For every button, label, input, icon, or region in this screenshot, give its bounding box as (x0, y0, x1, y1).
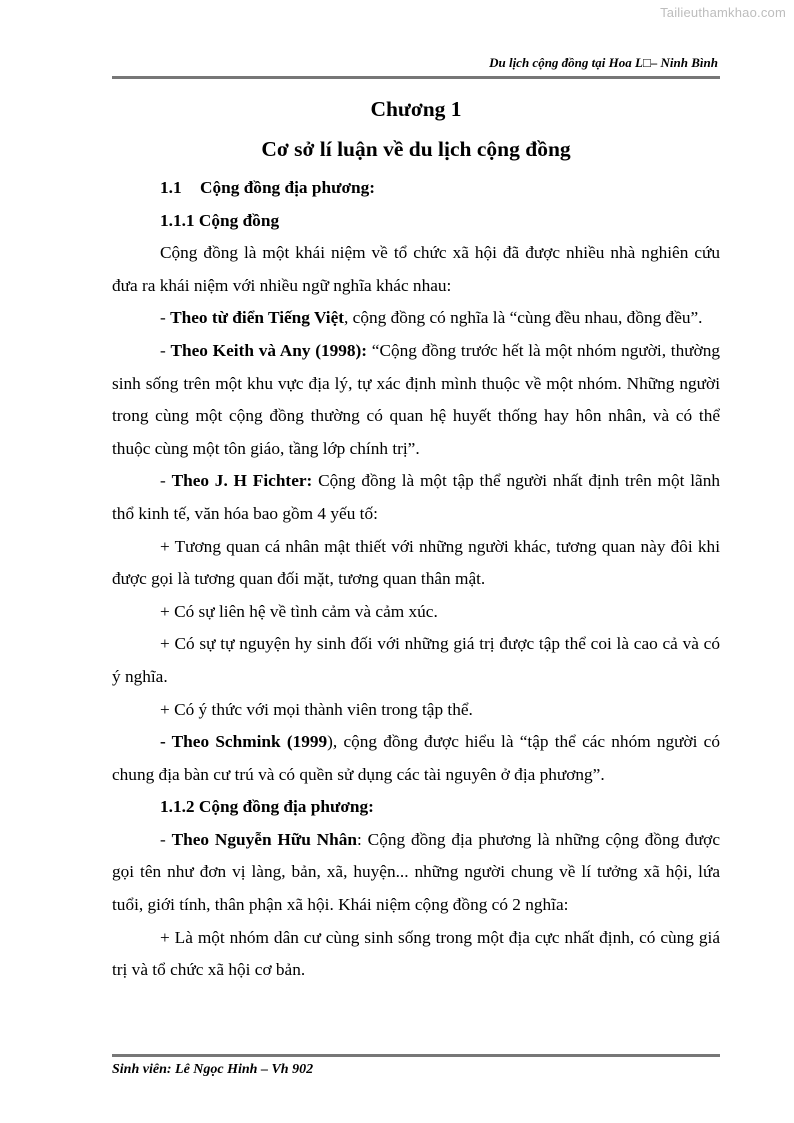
paragraph: + Tương quan cá nhân mật thiết với những người khác, tương quan này đôi khi được gọi là tương quan đối mặt, tương quan thân mật. (112, 536, 720, 589)
text-run: “Cộng đồng trước hết là một nhóm người, thường sinh sống trên một khu vực địa lý, tự xác định mình thuộc về một nhóm. Những người trong cùng một cộng đồng thường có quan hệ huyết thống hay hôn nhân, và có thể thuộc cùng một tôn giáo, tầng lớp chính trị”. (112, 340, 721, 458)
section-title: Cộng đồng địa phương: (200, 178, 376, 197)
page-footer (112, 1051, 720, 1078)
text-run: - (160, 340, 171, 360)
paragraph: + Có sự tự nguyện hy sinh đối với những giá trị được tập thể coi là cao cả và có ý nghĩa. (112, 634, 720, 686)
text-run: - (160, 829, 172, 849)
bold-term: Theo từ điển Tiếng Việt (170, 308, 345, 328)
text-run: Cộng đồng là một tập thể người nhất định trên một lãnh thổ kinh tế, văn hóa bao gồm 4 yếu tố: (112, 471, 720, 523)
text-run: : Cộng đồng địa phương là những cộng đồng được gọi tên như đơn vị làng, bản, xã, huyện... những người chung về lí tưởng xã hội, lứa tuổi, giới tính, thân phận xã hội. Khái niệm cộng đồng có 2 nghĩa: (112, 829, 720, 915)
paragraph: Cộng đồng là một khái niệm về tổ chức xã hội đã được nhiều nhà nghiên cứu đưa ra khái niệm với nhiều ngữ nghĩa khác nhau: (112, 243, 720, 295)
bold-term: Theo Nguyễn Hữu Nhân (171, 829, 358, 849)
text-run: ), cộng đồng được hiểu là “tập thể các nhóm người có chung địa bàn cư trú và có quền sử dụng các tài nguyên ở địa phương”. (112, 732, 720, 784)
paragraph (112, 726, 720, 791)
text-run: - (160, 308, 171, 328)
paragraph: + Có sự liên hệ về tình cảm và cảm xúc. (160, 601, 438, 621)
paragraph (112, 465, 720, 530)
paragraph (112, 302, 720, 335)
header-rule (112, 76, 720, 79)
chapter-number: Chương 1 (370, 97, 462, 121)
page-content (112, 92, 720, 987)
bold-term: Theo Keith và Any (1998): (170, 340, 368, 360)
section-number: 1.1 (160, 178, 182, 197)
bold-term: Theo J. H Fichter: (171, 471, 313, 491)
text-run: , cộng đồng có nghĩa là “cùng đều nhau, đồng đều”. (344, 308, 703, 328)
chapter-title: Cơ sở lí luận về du lịch cộng đồng (261, 137, 571, 161)
section-heading-1-1-2: 1.1.2 Cộng đồng địa phương: (160, 797, 374, 817)
bold-term: - Theo Schmink (1999 (160, 732, 328, 752)
footer-title: Sinh viên: Lê Ngọc Hinh – Vh 902 (112, 1062, 314, 1077)
paragraph (112, 335, 720, 465)
paragraph (112, 824, 720, 922)
watermark: Tailieuthamkhao.com (660, 5, 786, 20)
page-header (112, 55, 720, 79)
section-heading-1-1 (112, 172, 720, 205)
header-title: Du lịch cộng đồng tại Hoa L□– Ninh Bình (489, 55, 718, 70)
text-run: - (160, 471, 172, 491)
section-heading-1-1-1: 1.1.1 Cộng đồng (160, 210, 280, 230)
paragraph: + Là một nhóm dân cư cùng sinh sống trong một địa cực nhất định, có cùng giá trị và tổ chức xã hội cơ bản. (112, 927, 720, 980)
footer-rule (112, 1054, 720, 1057)
paragraph: + Có ý thức với mọi thành viên trong tập thể. (160, 699, 473, 719)
